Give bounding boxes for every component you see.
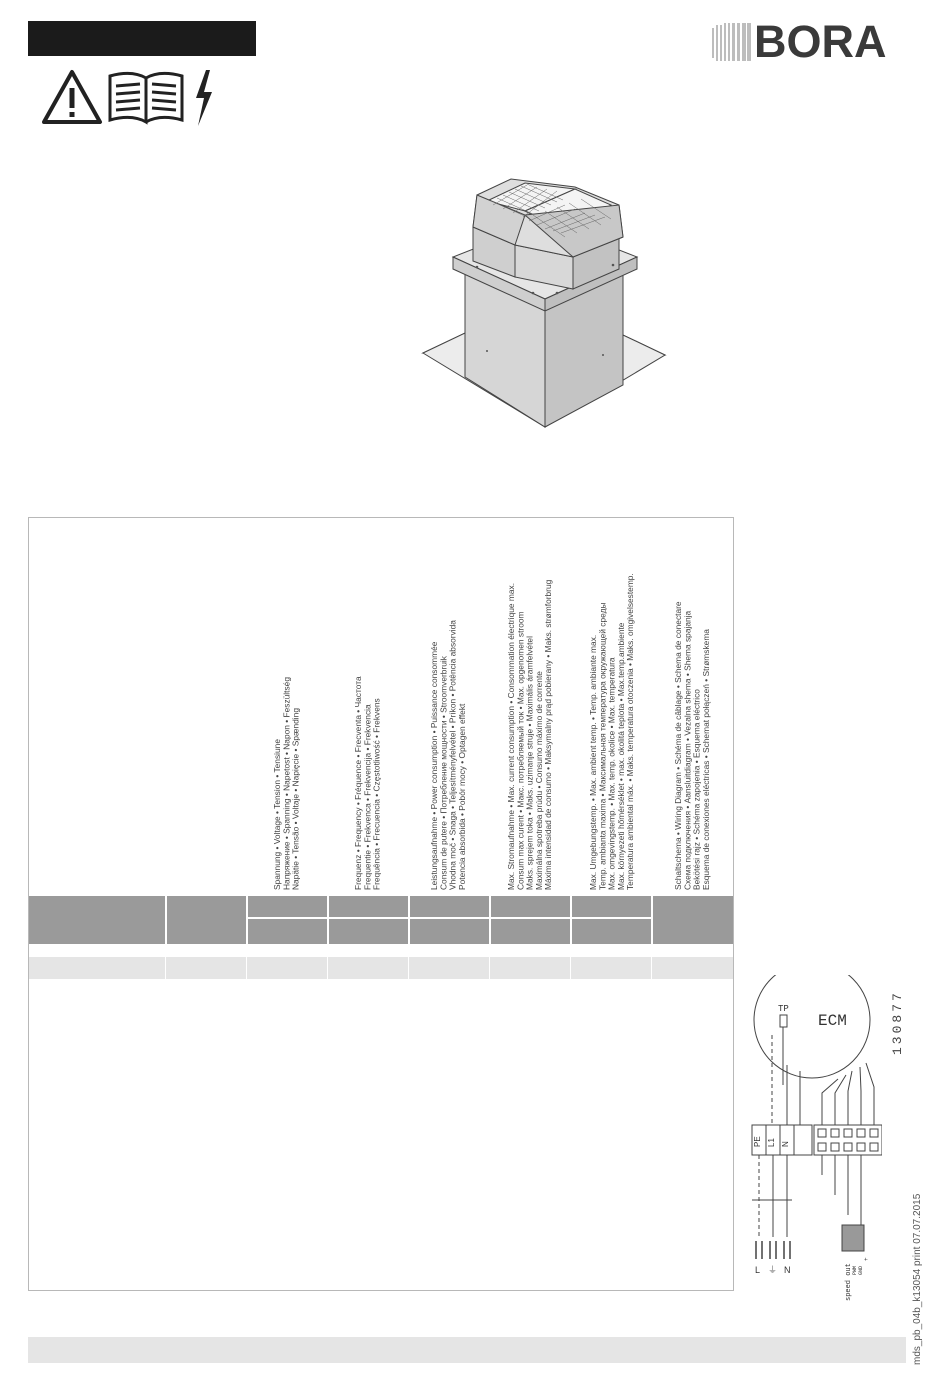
voltage-line-2: Напряжение • Spanning • Napetost • Napon • Feszültség	[281, 677, 292, 890]
roof-fan-illustration	[415, 165, 675, 435]
column-header-voltage	[273, 518, 301, 890]
header-bar	[28, 21, 256, 56]
header-unit-power	[410, 919, 489, 944]
column-header-temperature	[589, 518, 635, 890]
motor-outline	[754, 975, 870, 1078]
l-conductor-icon	[756, 1241, 762, 1259]
logo-text: BORA	[754, 16, 887, 67]
temperature-line-1: Max. Umgebungstemp. • Max. ambient temp. • Temp. ambiante max.	[588, 634, 598, 890]
header-cell-temperature	[572, 896, 651, 917]
voltage-line-3: Napätie • Tensão • Voltaje • Napięcie • Spænding	[290, 708, 301, 890]
column-header-power	[430, 518, 467, 890]
warning-triangle-icon	[44, 72, 100, 122]
current-line-4: Maximálna spotreba prúdu • Consumo máximo de corrente	[533, 671, 544, 890]
supply-pe: ⏚	[768, 1266, 778, 1276]
pe-conductor-icon	[770, 1241, 776, 1259]
tp-label: TP	[778, 1004, 789, 1014]
power-line-3: Vhodna moč • Snaga • Teljesítményfelvétel • Príkon • Potência absorvida	[447, 620, 458, 890]
current-line-1: Max. Stromaufnahme • Max. current consumption • Consommation électrique max.	[506, 582, 516, 890]
row-divider	[165, 957, 166, 979]
header-unit-current	[491, 919, 570, 944]
wiring-line-2: Схема подключения • Aansluitdiagram • Vezalna shema • Shema spajanja	[682, 610, 693, 890]
n-conductor-icon	[784, 1241, 790, 1259]
temperature-line-5: Temperatura ambiental máx. • Maks. temperatura otoczenia • Maks. omgivelsestemp.	[625, 573, 636, 890]
temperature-line-3: Max. omgevingstemp. • Max. temp. okolice • Max. temperatura	[606, 657, 617, 890]
header-unit-temperature	[572, 919, 651, 944]
wiring-diagram	[742, 975, 882, 1305]
header-unit-voltage	[248, 919, 327, 944]
document-code: 130877	[890, 990, 905, 1055]
current-line-2: Consum max curent • Макс. потребляемый ток • Max. opgenomen stroom	[515, 611, 526, 890]
header-cell-article	[167, 896, 246, 944]
bora-logo	[712, 18, 912, 66]
header-cell-frequency	[329, 896, 408, 917]
frequency-line-3: Frequência • Frecuencia • Częstotliwość • Frekvens	[371, 698, 382, 890]
header-cell-voltage	[248, 896, 327, 917]
header-cell-type	[29, 896, 165, 944]
current-line-5: Máxima intensidad de consumo • Maksymalny prąd pobierany • Maks. strømforbrug	[543, 579, 554, 890]
logo-stripes-icon	[712, 22, 752, 62]
speed-out-label: speed out	[845, 1263, 853, 1301]
power-line-2: Consum de putere • Потребление мощности • Stroomverbruik	[438, 656, 449, 890]
temperature-line-4: Max. környezeti hőmérséklet • max. okolitá teplota • Max.temp.ambiente	[615, 622, 626, 890]
header-cell-wiring	[653, 896, 733, 944]
pin-plus: +	[863, 1257, 870, 1261]
safety-icons	[40, 66, 220, 130]
voltage-line-1: Spannung • Voltage • Tension • Tensiune	[272, 739, 282, 890]
header-unit-frequency	[329, 919, 408, 944]
power-line-1: Leistungsaufnahme • Power consumption • Puissance consommée	[429, 641, 439, 890]
electric-hazard-icon	[196, 70, 212, 126]
terminal-l1: L1	[767, 1138, 776, 1147]
footer-reference: mds_pb_04b_k13054 print 07.07.2015	[912, 1193, 923, 1365]
table-row	[29, 957, 733, 979]
bottom-bar	[28, 1337, 906, 1363]
column-header-frequency	[354, 518, 382, 890]
pin-pwm: PWM	[852, 1265, 858, 1275]
connector-plug-icon	[842, 1225, 864, 1251]
row-divider	[651, 957, 652, 979]
temperature-line-2: Temp. ambianta maxima • Максимальная температура окружающей среды	[597, 602, 608, 890]
motor-label: ECM	[818, 1012, 847, 1030]
frequency-line-2: Frequentie • Frekvenca • Frekvencija • Frekvencia	[362, 704, 373, 890]
row-divider	[570, 957, 571, 979]
header-cell-current	[491, 896, 570, 917]
supply-l: L	[755, 1265, 761, 1275]
spec-table	[28, 517, 734, 1291]
terminal-pe: PE	[753, 1136, 762, 1147]
wiring-line-4: Esquema de conexiones eléctricas • Schemat połączeń • Strømskema	[700, 629, 711, 890]
manual-book-icon	[110, 73, 182, 122]
wiring-line-3: Bekötési rajz • Schéma zapojenia • Esquema eléctrico	[691, 689, 702, 890]
pin-gnd: GND	[858, 1265, 864, 1275]
table-header-band	[29, 896, 733, 944]
column-header-current	[507, 518, 553, 890]
row-divider	[246, 957, 247, 979]
terminal-n: N	[781, 1141, 790, 1147]
wiring-line-1: Schaltschema • Wiring Diagram • Schéma de câblage • Schema de conectare	[673, 601, 683, 890]
frequency-line-1: Frequenz • Frequency • Fréquence • Frecventa • Частота	[353, 676, 363, 890]
row-divider	[489, 957, 490, 979]
row-divider	[408, 957, 409, 979]
header-cell-power	[410, 896, 489, 917]
row-divider	[327, 957, 328, 979]
column-header-wiring	[674, 518, 711, 890]
supply-n: N	[784, 1265, 791, 1275]
current-line-3: Maks. sprejem toka • Maks. uzimanje struje • Maximális áramfelvétel	[524, 636, 535, 890]
thermal-protector-icon	[780, 1015, 787, 1027]
power-line-4: Potencia absorbida • Pobór mocy • Optagen effekt	[456, 703, 467, 890]
